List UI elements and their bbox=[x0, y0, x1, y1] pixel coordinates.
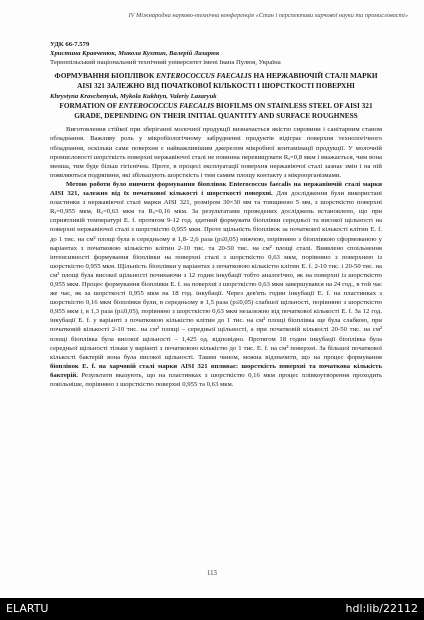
article-body bbox=[50, 40, 382, 389]
title-en bbox=[50, 101, 382, 120]
title-ua bbox=[50, 71, 382, 90]
footer-handle: hdl:lib/22112 bbox=[345, 602, 418, 615]
conference-header: IV Міжнародна науково-технічна конференція «Стан і перспективи харчової науки та промисловості» bbox=[128, 12, 408, 19]
title-ua-organism: ENTEROCOCCUS FAECALIS bbox=[156, 71, 252, 81]
conclusion-tail: Результати вказують, що на пластинках з шорсткістю 0,16 мкм процес плівкоутворення проходить повільніше, порівняно з шорсткістю поверхні 0,955 та 0,63 мкм. bbox=[50, 371, 383, 388]
intro-paragraph: Виготовлення стійкої при зберіганні молочної продукції визначається якістю сировини і санітарним станом обладнання. Важливу роль у мікробіологічному забрудненні продуктів відіграє поверхня технологічного обладнання, оскільки саме поверхня є найважливішим джерелом мікробної контамінації продукції. У молочній промисловості шорсткість поверхні нержавіючої сталі не повинна перевищувати Rₐ=0,8 мкм і вважається, чим вона менша, тим буде більш гігієнічна. Проте, в процесі експлуатації поверхня нержавіючої сталі зазнає змін і на ній появляються подряпини, які збільшують шорсткість і тим самим площу контакту з мікроорганізмами. bbox=[50, 126, 382, 179]
methods-results: Для дослідження були використані пластинки з нержавіючої сталі марки AISI 321, розміром 30×30 мм та товщиною 5 мм, з шорсткістю поверхні Rₐ=0,955 мкм, Rₐ=0,63 мкм та Rₐ=0,16 мкм. За результатами проведених досліджень встановлено, що при сприятливій температурі E. f. протягом 9-12 год. здатний формувати біоплівки середньої та високої щільності на поверхні нержавіючої сталі з шорсткістю 0,955 мкм. Проте щільність біоплівок за початкової кількості клітин E. f. до 1 тис. на см² площі була в середньому в 1,8- 2,6 раза (p≤0,05) нижчою, порівняно з біоплівкою сформованою у варіантах з початковою кількістю клітин 2-10 тис. та 20-50 тис. на см² площі сталі. Виявлено споільнення інтенсивності формування біоплівки на поверхні сталі з шорсткістю 0,63 мкм, порівняно з поверхнею із шорсткістю 0,955 мкм. Щільність біоплівки у варіантах з початковою кількістю клітин E. f. 2-10 тис. і 20-50 тис. на см² площі була високої щільності починаючи з 12 годин інкубації тобто аналогічно, як на поверхні із шорсткістю 0,955 мкм. Процес формування біоплівки E. f. на поверхні з шорсткістю 0,63 мкм завершувався на 24 год., в той час же час, як за шорсткості 0,955 мкм на 18 год. інкубації. Через дев'ять годин інкубації E. f. на пластинках з шорсткістю 0,16 мкм біоплівки були, в середньому в 1,5 раза (p≤0,05) слабшої щільності, порівняно з шорсткістю 0,955 мкм і, в 1,3 раза (p≤0,05), порівняно з шорсткістю 0,63 мкм незалежно від початкової кількості E. f. За 12 год. інкубації E. f. у варіанті з початковою кількістю клітин до 1 тис. на см² площі біоплівка ще була слабкою, при початковій кількості 2-10 тис. на см² площі – середньої щільності, а при початковій кількості 20-50 тис. на см² площі біоплівка була високої щільності – 1,425 од. відповідно. Протягом 18 годин інкубації біоплівка була середньої щільності тільки у варіанті з початковою кількістю до 1 тис. E. f. на см² поверхні. За більшої початкової кількості бактерій вона була високої щільності. Таким чином, можна відзначити, що на процес формування bbox=[50, 190, 383, 361]
authors-ua: Христина Кравченюк, Микола Кухтин, Валерій Лазарюк bbox=[50, 50, 220, 58]
footer-repository-name: ELARTU bbox=[6, 602, 49, 615]
title-en-post: BIOFILMS ON STAINLESS STEEL OF AISI 321 GRADE, DEPENDING ON THEIR INITIAL QUANTITY AND SURFACE ROUGHNESS bbox=[74, 101, 373, 120]
aim-statement: Метою роботи було вивчити формування біоплівок Enterococcus faecalis на нержавіючій сталі марки AISI 321, залежно від їх початкової кількості і шорсткості поверхні. bbox=[50, 180, 382, 198]
title-ua-pre: ФОРМУВАННЯ БІОПЛІВОК bbox=[54, 71, 157, 81]
title-ua-post: НА НЕРЖАВІЮЧІЙ СТАЛІ МАРКИ AISI 321 ЗАЛЕЖНО ВІД ПОЧАТКОВОЇ КІЛЬКОСТІ І ШОРСТКОСТІ ПОВЕРХНІ bbox=[77, 71, 378, 90]
repository-footer bbox=[0, 598, 424, 620]
conclusion-statement: біоплівок E. f. на харчовій сталі марки AISI 321 впливає: шорсткість поверхні та початкова кількість бактерій. bbox=[50, 362, 382, 379]
page-number: 113 bbox=[207, 570, 217, 577]
main-paragraph bbox=[50, 180, 382, 389]
title-en-organism: ENTEROCOCCUS FAECALIS bbox=[118, 101, 215, 111]
udk-code: УДК 66-7.579 bbox=[50, 41, 90, 48]
affiliation-ua: Тернопільський національний технічний університет імені Івана Пулюя, Україна bbox=[50, 59, 281, 67]
authors-en: Khrystyna Kravchenyuk, Mykola Kukhtyn, Valeriy Lazaryuk bbox=[50, 93, 217, 101]
title-en-pre: FORMATION OF bbox=[59, 101, 119, 111]
